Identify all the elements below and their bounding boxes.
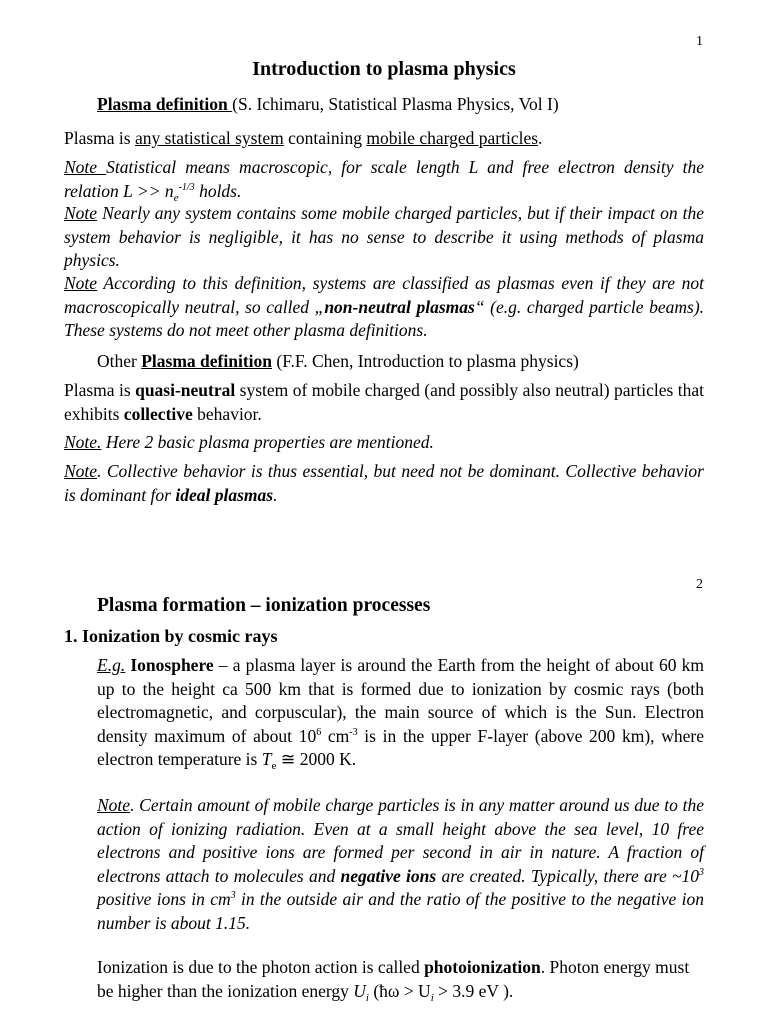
superscript: 3 — [230, 890, 236, 901]
bold-term: Ionosphere — [130, 655, 214, 675]
text-run: – a plasma layer is around the Earth from the height of about 60 km up to the height ca 500 km that is formed due to ionization by cosmic rays (both electromagnetic, and corpuscular), the main source of which is the Sun. Electron density maximum of about 10 — [97, 655, 705, 746]
text-run: in the outside air and the ratio of the positive to the negative ion number is about 1.15. — [97, 889, 704, 933]
note-paragraph-3 — [64, 272, 704, 343]
note-label: Note — [97, 795, 131, 815]
note-paragraph-1 — [64, 156, 704, 203]
page-title: Introduction to plasma physics — [252, 58, 516, 80]
note-paragraph-4 — [64, 431, 704, 455]
text-run: . Certain amount of mobile charge particles is in any matter around us due to the action of ionizing radiation. Even at a small height above the sea level, 10 free electrons and positive ions are formed per second in air in nature. A fraction of electrons attach to molecules and — [97, 795, 704, 886]
text-run: Nearly any system contains some mobile charged particles, but if their impact on the system behavior is negligible, it has no sense to describe it using methods of plasma physics. — [64, 203, 704, 270]
underlined-term: any statistical system — [134, 128, 284, 148]
text-run: . Photon energy must be higher than the ionization energy — [97, 957, 690, 1001]
superscript: -1/3 — [178, 181, 195, 193]
superscript: 6 — [316, 726, 322, 738]
text-run: holds. — [194, 180, 242, 201]
bold-term: ideal plasmas — [175, 484, 274, 505]
bold-term: photoionization — [424, 957, 541, 977]
definition-label: Plasma definition — [141, 351, 273, 371]
note-paragraph-page2 — [97, 794, 704, 935]
text-run: is in the upper F-layer (above 200 km), where electron temperature is — [97, 725, 704, 769]
text-run: cm — [321, 725, 350, 746]
text-run: Plasma is — [64, 128, 135, 148]
text-run: . — [273, 484, 278, 505]
text-run: . — [538, 128, 543, 148]
note-label: Note — [64, 273, 98, 293]
subscript: i — [365, 991, 369, 1004]
subscript: i — [430, 991, 434, 1004]
definition-source: (F.F. Chen, Introduction to plasma physics) — [272, 351, 579, 371]
definition-heading-1 — [97, 94, 559, 115]
note-label: Note — [64, 157, 107, 177]
text-run: Here 2 basic plasma properties are mentioned. — [101, 432, 434, 452]
note-paragraph-2 — [64, 202, 704, 273]
text-run: Other — [97, 351, 142, 371]
note-paragraph-5 — [64, 460, 704, 507]
definition-text-2 — [64, 379, 704, 426]
text-run: system of mobile charged (and possibly also neutral) particles that exhibits — [64, 380, 704, 424]
subscript: e — [173, 191, 179, 204]
text-run: . Collective behavior is thus essential, but need not be dominant. Collective behavior is dominant for — [64, 461, 704, 505]
bold-term: non-neutral plasmas — [324, 296, 475, 317]
underlined-term: mobile charged particles — [366, 128, 539, 148]
definition-heading-2 — [97, 351, 579, 372]
note-label: Note — [64, 461, 98, 481]
definition-label: Plasma definition — [97, 94, 233, 114]
definition-text-1 — [64, 127, 704, 151]
bold-term: quasi-neutral — [135, 380, 236, 400]
superscript: -3 — [349, 726, 358, 738]
text-run: Plasma is — [64, 380, 136, 400]
note-label: Note — [64, 203, 98, 223]
text-run: are created. Typically, there are ~10 — [436, 865, 699, 886]
text-run: Statistical means macroscopic, for scale length L and free electron density the relation L >> n — [64, 157, 704, 201]
formula: > 3.9 eV ). — [433, 980, 514, 1001]
subsection-title: 1. Ionization by cosmic rays — [64, 626, 278, 646]
text-run: ≅ 2000 K. — [276, 749, 357, 769]
example-paragraph — [97, 654, 704, 772]
bold-term: negative ions — [340, 865, 437, 886]
formula: (ħω > U — [368, 980, 431, 1001]
definition-source: (S. Ichimaru, Statistical Plasma Physics, Vol I) — [232, 94, 559, 114]
page-number: 1 — [696, 34, 703, 49]
variable: T — [261, 749, 272, 769]
bold-term: collective — [123, 403, 193, 424]
text-run: behavior. — [192, 403, 262, 424]
superscript: 3 — [699, 866, 704, 878]
note-label: Note. — [64, 432, 102, 452]
subscript: e — [271, 760, 277, 772]
page-number: 2 — [696, 577, 703, 592]
text-run: Ionization is due to the photon action is called — [97, 957, 425, 977]
text-run: containing — [283, 128, 367, 148]
variable: U — [353, 980, 366, 1001]
section-title: Plasma formation – ionization processes — [97, 595, 431, 616]
example-label: E.g. — [97, 655, 126, 675]
text-run: According to this definition, systems are classified as plasmas even if they are not macroscopically neutral, so called „ — [64, 273, 704, 317]
photoionization-paragraph — [97, 956, 704, 1003]
text-run: positive ions in cm — [97, 889, 231, 909]
text-run: “ (e.g. charged particle beams). These systems do not meet other plasma definitions. — [64, 296, 705, 340]
